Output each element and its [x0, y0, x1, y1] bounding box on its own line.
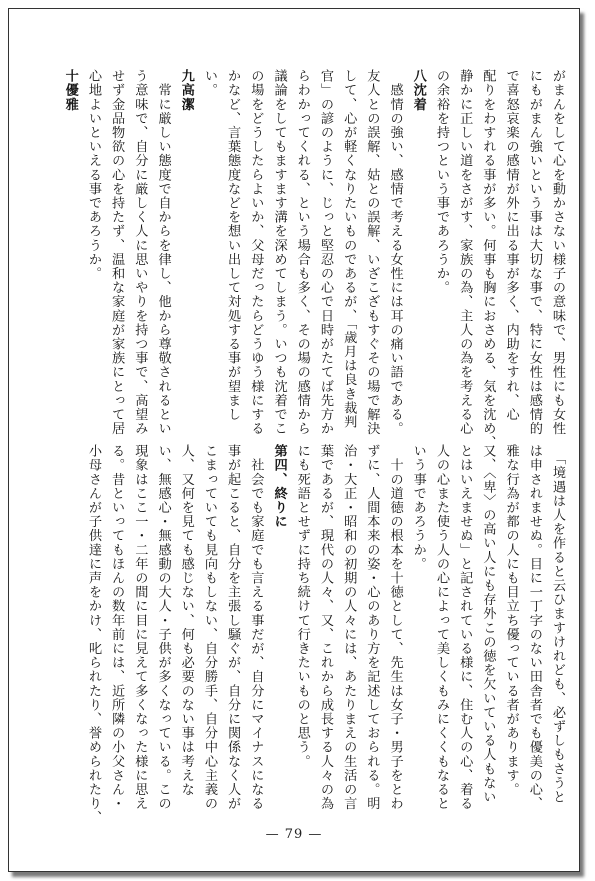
- text-line: 友人との誤解、姑との誤解、いざこざもすぐその場で解決: [364, 69, 380, 436]
- text-line: 社会でも家庭でも言える事だが、自分にマイナスになる: [248, 444, 264, 811]
- text-line: 葉であるが、現代の人々、又、これから成長する人々の為: [317, 444, 333, 811]
- text-line: 又、〈卑〉の高い人にも存外この徳を欠いている人もない: [480, 444, 496, 804]
- text-line: 感情の強い、感情で考える女性には耳の痛い語である。: [387, 69, 403, 436]
- text-line: 人の心また使う人の心によって美しくもみにくくもなると: [433, 444, 449, 811]
- text-line: 小母さんが子供達に声をかけ、叱られたり、誉められたり、: [85, 444, 101, 825]
- text-line: こまっていても見向もしない、自分勝手、自分中心主義の: [201, 444, 217, 811]
- text-line: せず金品物欲の心を持たず、温和な家庭が家族にとって居: [109, 69, 125, 436]
- text-line: いう事であろうか。: [410, 444, 426, 571]
- text-line: の余裕を持つという事であろうか。: [433, 69, 449, 295]
- text-line: 静かに正しい道をさがす、家族の為、主人の為を考える心: [457, 69, 473, 436]
- text-line: の場をどうしたらよいか、父母だったらどうゆう様にする: [248, 69, 264, 436]
- upper-text-block: [62, 69, 569, 450]
- section-heading: 十優雅: [62, 69, 78, 112]
- text-line: 常に厳しい態度で自からを律し、他から尊敬されるとい: [155, 69, 171, 436]
- text-line: ずに、人間本来の姿・心のあり方を記述しておられる。明: [364, 444, 380, 811]
- text-line: る。昔といってもほんの数年前には、近所隣の小父さん・: [109, 444, 125, 811]
- text-line: い。: [201, 69, 217, 98]
- text-line: 十の道徳の根本を十徳として、先生は女子・男子をとわ: [387, 444, 403, 811]
- text-line: がまんをして心を動かさない様子の意味で、男性にも女性: [550, 69, 565, 436]
- text-line: かなど、言葉態度などを想い出して対処する事が望まし: [225, 69, 241, 422]
- text-line: う意味で、自分に厳しく人に思いやりを持つ事で、高望み: [132, 69, 148, 436]
- text-line: にもがまん強いという事は大切な事で、特に女性は感情的: [526, 69, 542, 436]
- text-line: は申されませぬ。目に一丁字のない田舎者でも優美の心、: [526, 444, 542, 811]
- section-heading: 第四、終りに: [271, 444, 287, 529]
- text-line: 事が起こると、自分を主張し騒ぐが、自分に関係なく人が: [225, 444, 241, 811]
- page-number: — 79 —: [265, 827, 323, 842]
- text-line: 配りをわすれる事が多い。何事も胸におさめる、気を沈め、: [480, 69, 496, 450]
- lower-text-block: [69, 444, 569, 829]
- text-line: して、心が軽くなりたいものであるが、「歳月は良き裁判: [341, 69, 357, 429]
- text-line: とはいえませぬ」と記されている様に、住む人の心、着る: [457, 444, 473, 811]
- text-line: い、無感心・無感動の大人・子供が多くなっている。この: [155, 444, 171, 811]
- book-page: [8, 8, 580, 872]
- text-line: 議論をしてもますます溝を深めてしまう。いつも沈着でこ: [271, 69, 287, 436]
- text-line: 治・大正・昭和の初期の人々には、あたりまえの生活の言: [341, 444, 357, 811]
- text-line: 人、又何を見ても感じない、何も必要のない事は考えな: [178, 444, 194, 797]
- text-line: 現象はここ一・二年の間に目に見えて多くなった様に思え: [132, 444, 148, 811]
- text-line: 官」の諺のように、じっと堅忍の心で日時がたてば先方か: [317, 69, 333, 436]
- section-heading: 九高潔: [178, 69, 194, 112]
- section-heading: 八沈着: [410, 69, 426, 112]
- text-line: 「境遇は人を作ると云ひますけれども、必ずしもさうと: [550, 444, 565, 804]
- text-line: らわかってくれる、という場合も多く、その場の感情から: [294, 69, 310, 436]
- text-line: にも死語とせずに持ち続けて行きたいものと思う。: [294, 444, 310, 769]
- text-line: で喜怒哀楽の感情が外に出る事が多く、内助をすれ、心: [503, 69, 519, 422]
- text-line: 雅な行為が都の人にも目立ち優っている者があります。: [503, 444, 519, 797]
- text-line: 心地よいといえる事であろうか。: [85, 69, 101, 281]
